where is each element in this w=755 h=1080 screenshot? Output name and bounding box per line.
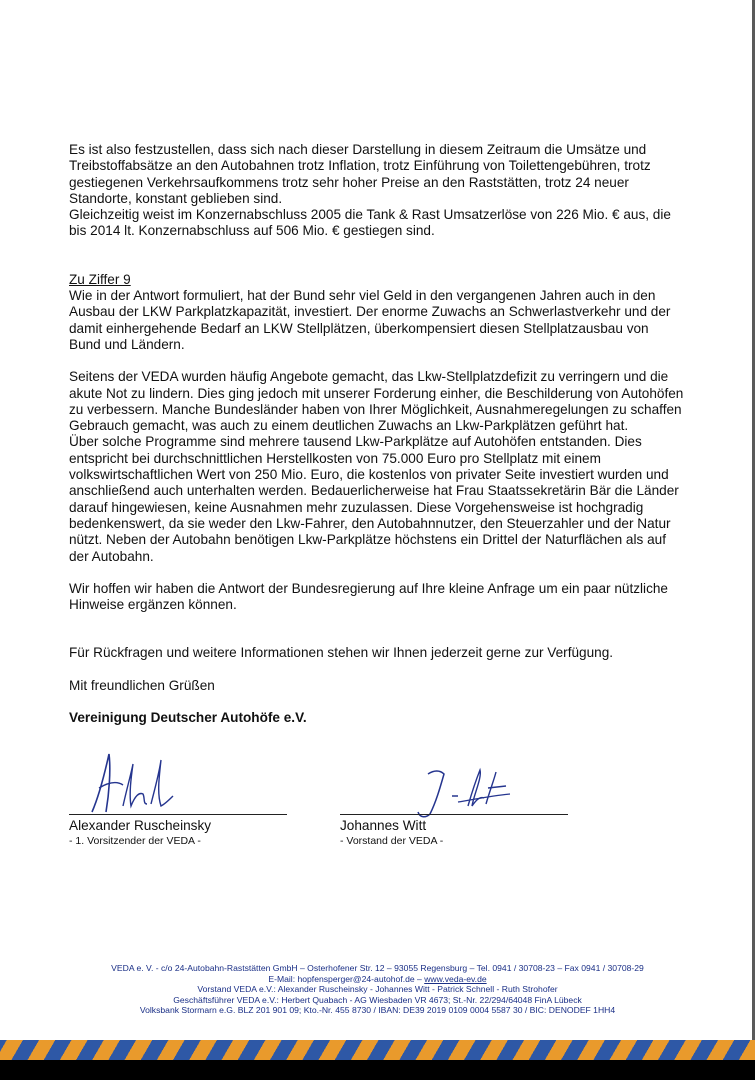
decorative-stripe: [0, 1040, 755, 1060]
signature-line: [69, 814, 287, 815]
closing: Mit freundlichen Grüßen: [69, 677, 215, 693]
bottom-bar: [0, 1060, 755, 1080]
footer: [0, 963, 755, 1016]
paragraph-5: Über solche Programme sind mehrere tausend Lkw-Parkplätze auf Autohöfen entstanden. Dies entspricht bei durchschnittlichen Herstellkosten von 75.000 Euro pro Stellplatz mit einem volkswirtschaftlichen Wert von 250 Mio. Euro, die kostenlos von privater Seite investiert wurden und anschließend auch unterhalten werden. Bedauerlicherweise hat Frau Staatssekretärin Bär die Länder darauf hingewiesen, keine Ausnahmen mehr zuzulassen. Diese Vorgehensweise ist hochgradig bedenkenswert, da sie weder den Lkw-Fahrer, den Autobahnnutzer, den Steuerzahler und der Natur nützt. Neben der Autobahn benötigen Lkw-Parkplätze höchstens ein Drittel der Naturflächen als auf der Autobahn.: [69, 434, 679, 564]
paragraph-4: Seitens der VEDA wurden häufig Angebote gemacht, das Lkw-Stellplatzdefizit zu verringern und die akute Not zu lindern. Dies ging jedoch mit unserer Forderung einher, die Beschilderung von Autohöfen zu verbessern. Manche Bundesländer haben von Ihrer Möglichkeit, Ausnahmeregelungen zu schaffen Gebrauch gemacht, was auch zu einem deutlichen Zuwachs an Lkw-Parkplätzen geführt hat.: [69, 369, 684, 434]
paragraph-6: Wir hoffen wir haben die Antwort der Bundesregierung auf Ihre kleine Anfrage um ein paar nützliche Hinweise ergänzen können.: [69, 580, 668, 613]
footer-bank: Volksbank Stormarn e.G. BLZ 201 901 09; Kto.-Nr. 455 8730 / IBAN: DE39 2019 0109 0004 5587 30 / BIC: DENODEF 1HH4: [139, 1005, 616, 1016]
signature-block: [69, 748, 689, 858]
footer-registry: Geschäftsführer VEDA e.V.: Herbert Quabach - AG Wiesbaden VR 4673; St.-Nr. 22/294/64048 FinA Lübeck: [173, 994, 582, 1005]
paragraph-7: Für Rückfragen und weitere Informationen stehen wir Ihnen jederzeit gerne zur Verfügung.: [69, 645, 614, 661]
signature-line: [340, 814, 568, 815]
website-link[interactable]: www.veda-ev.de: [424, 973, 487, 984]
signatory-role: - 1. Vorsitzender der VEDA -: [69, 835, 201, 847]
footer-email: E-Mail: hopfensperger@24-autohof.de –: [268, 973, 425, 984]
signatory-name: Alexander Ruscheinsky: [69, 818, 212, 833]
signature-ruscheinsky: [87, 748, 177, 814]
footer-board: Vorstand VEDA e.V.: Alexander Ruscheinsky - Johannes Witt - Patrick Schnell - Ruth Strohofer: [197, 984, 558, 995]
section-heading: Zu Ziffer 9: [69, 271, 131, 287]
paragraph-3: Wie in der Antwort formuliert, hat der Bund sehr viel Geld in den vergangenen Jahren auch in den Ausbau der LKW Parkplatzkapazität, investiert. Der enorme Zuwachs an Schwerlastverkehr und der damit einhergehende Bedarf an LKW Stellplätzen, überkompensiert diesen Stellplatzausbau von Bund und Ländern.: [69, 288, 671, 352]
signatory-name: Johannes Witt: [340, 818, 427, 833]
paragraph-1: Es ist also festzustellen, dass sich nach dieser Darstellung in diesem Zeitraum die Umsätze und Treibstoffabsätze an den Autobahnen trotz Inflation, trotz Einführung von Toilettengebühren, trotz gestiegenen Verkehrsaufkommens trotz sehr hoher Preise an den Raststätten, trotz 24 neuer Standorte, konstant geblieben sind.: [69, 142, 651, 206]
paragraph-2: Gleichzeitig weist im Konzernabschluss 2005 die Tank & Rast Umsatzerlöse von 226 Mio. € aus, die bis 2014 lt. Konzernabschluss auf 506 Mio. € gestiegen sind.: [69, 207, 671, 239]
organization-name: Vereinigung Deutscher Autohöfe e.V.: [69, 710, 307, 726]
footer-contact: [0, 974, 755, 985]
footer-address: VEDA e. V. - c/o 24-Autobahn-Raststätten GmbH – Osterhofener Str. 12 – 93055 Regensburg – Tel. 0941 / 30708-23 – Fax 0941 / 30708-29: [111, 963, 644, 973]
signatory-role: - Vorstand der VEDA -: [340, 835, 444, 847]
letter-body: [69, 142, 684, 726]
